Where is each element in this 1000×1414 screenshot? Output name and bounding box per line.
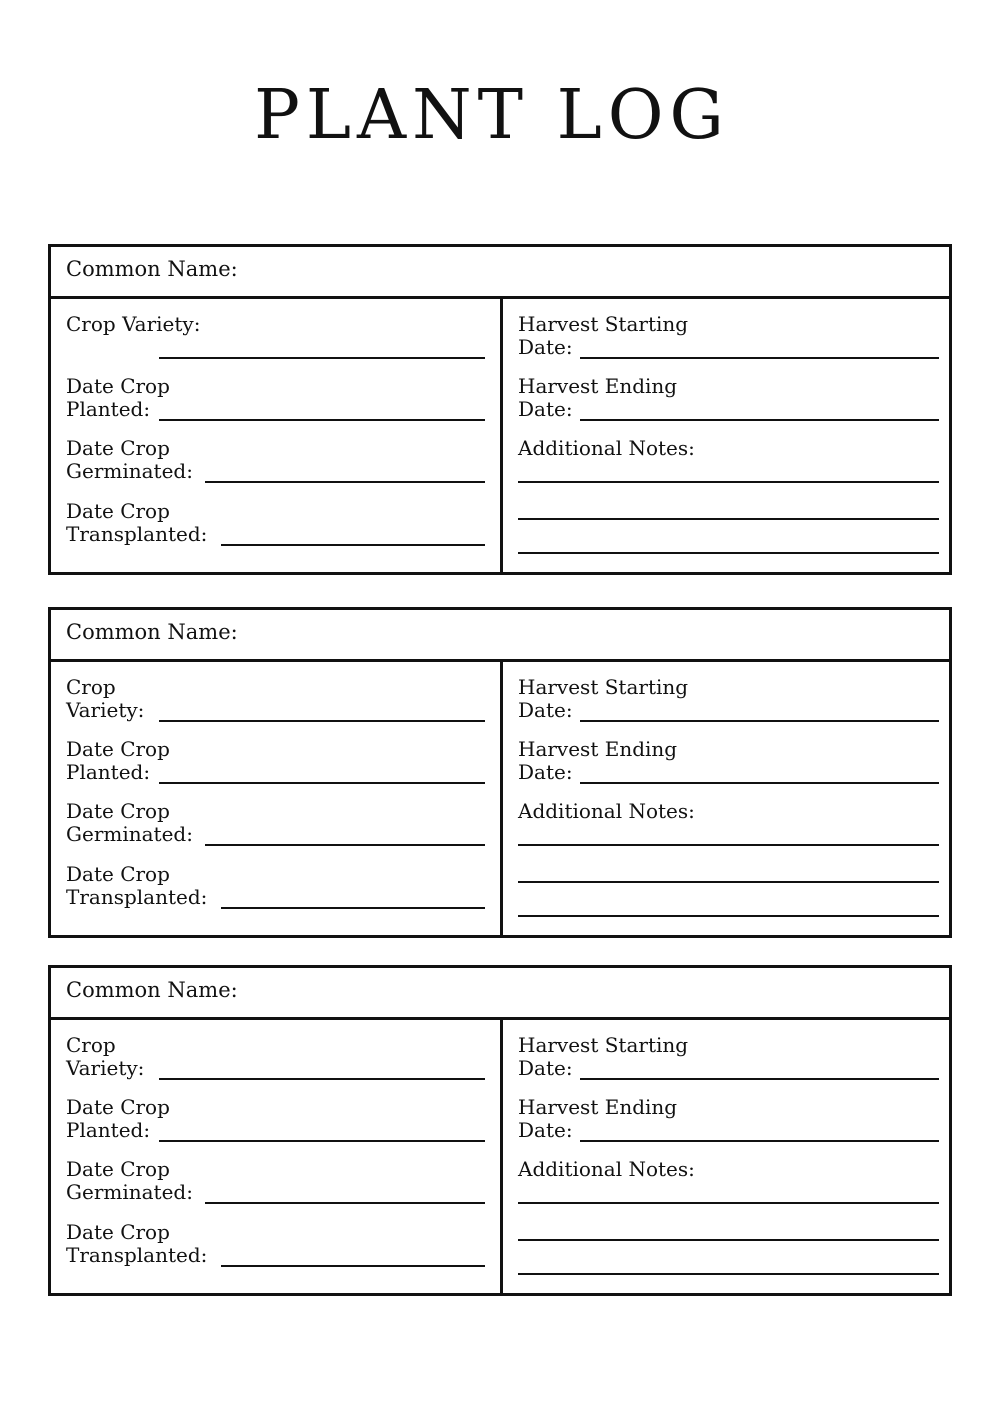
notes-line-1[interactable] bbox=[518, 1202, 939, 1204]
common-name-label: Common Name: bbox=[66, 257, 238, 281]
page-title: PLANT LOG bbox=[254, 76, 730, 155]
crop-variety-label: Crop Variety: bbox=[66, 1033, 145, 1080]
harvest-end-label: Harvest Ending Date: bbox=[518, 374, 678, 421]
date-germinated-label: Date Crop Germinated: bbox=[66, 436, 193, 483]
plant-entry-card bbox=[48, 244, 952, 575]
date-planted-field[interactable] bbox=[159, 782, 485, 784]
harvest-end-field[interactable] bbox=[580, 1140, 939, 1142]
date-planted-label: Date Crop Planted: bbox=[66, 737, 170, 784]
entry-body bbox=[51, 662, 949, 935]
common-name-label: Common Name: bbox=[66, 620, 238, 644]
notes-line-2[interactable] bbox=[518, 881, 939, 883]
notes-line-3[interactable] bbox=[518, 552, 939, 554]
date-planted-label: Date Crop Planted: bbox=[66, 374, 170, 421]
crop-variety-field[interactable] bbox=[159, 720, 485, 722]
column-divider bbox=[500, 662, 503, 935]
date-planted-label: Date Crop Planted: bbox=[66, 1095, 170, 1142]
crop-variety-field[interactable] bbox=[159, 357, 485, 359]
notes-label: Additional Notes: bbox=[518, 1157, 695, 1181]
notes-line-1[interactable] bbox=[518, 844, 939, 846]
harvest-end-field[interactable] bbox=[580, 782, 939, 784]
date-planted-field[interactable] bbox=[159, 1140, 485, 1142]
notes-label: Additional Notes: bbox=[518, 436, 695, 460]
crop-variety-field[interactable] bbox=[159, 1078, 485, 1080]
date-germinated-field[interactable] bbox=[205, 844, 485, 846]
harvest-start-label: Harvest Starting Date: bbox=[518, 675, 689, 722]
date-transplanted-field[interactable] bbox=[221, 907, 485, 909]
harvest-end-field[interactable] bbox=[580, 419, 939, 421]
notes-line-3[interactable] bbox=[518, 915, 939, 917]
harvest-start-field[interactable] bbox=[580, 720, 939, 722]
date-transplanted-label: Date Crop Transplanted: bbox=[66, 862, 208, 909]
date-germinated-field[interactable] bbox=[205, 481, 485, 483]
column-divider bbox=[500, 299, 503, 572]
harvest-end-label: Harvest Ending Date: bbox=[518, 1095, 678, 1142]
harvest-start-label: Harvest Starting Date: bbox=[518, 1033, 689, 1080]
crop-variety-label: Crop Variety: bbox=[66, 312, 201, 336]
common-name-row[interactable] bbox=[51, 247, 949, 299]
notes-line-2[interactable] bbox=[518, 1239, 939, 1241]
date-transplanted-label: Date Crop Transplanted: bbox=[66, 1220, 208, 1267]
plant-entry-card bbox=[48, 965, 952, 1296]
notes-line-3[interactable] bbox=[518, 1273, 939, 1275]
harvest-end-label: Harvest Ending Date: bbox=[518, 737, 678, 784]
date-germinated-label: Date Crop Germinated: bbox=[66, 1157, 193, 1204]
common-name-row[interactable] bbox=[51, 968, 949, 1020]
entry-body bbox=[51, 299, 949, 572]
common-name-row[interactable] bbox=[51, 610, 949, 662]
plant-entry-card bbox=[48, 607, 952, 938]
notes-line-1[interactable] bbox=[518, 481, 939, 483]
common-name-label: Common Name: bbox=[66, 978, 238, 1002]
date-transplanted-field[interactable] bbox=[221, 1265, 485, 1267]
date-transplanted-field[interactable] bbox=[221, 544, 485, 546]
date-transplanted-label: Date Crop Transplanted: bbox=[66, 499, 208, 546]
date-planted-field[interactable] bbox=[159, 419, 485, 421]
crop-variety-label: Crop Variety: bbox=[66, 675, 145, 722]
harvest-start-field[interactable] bbox=[580, 1078, 939, 1080]
harvest-start-label: Harvest Starting Date: bbox=[518, 312, 689, 359]
notes-label: Additional Notes: bbox=[518, 799, 695, 823]
harvest-start-field[interactable] bbox=[580, 357, 939, 359]
column-divider bbox=[500, 1020, 503, 1293]
entry-body bbox=[51, 1020, 949, 1293]
date-germinated-field[interactable] bbox=[205, 1202, 485, 1204]
notes-line-2[interactable] bbox=[518, 518, 939, 520]
date-germinated-label: Date Crop Germinated: bbox=[66, 799, 193, 846]
